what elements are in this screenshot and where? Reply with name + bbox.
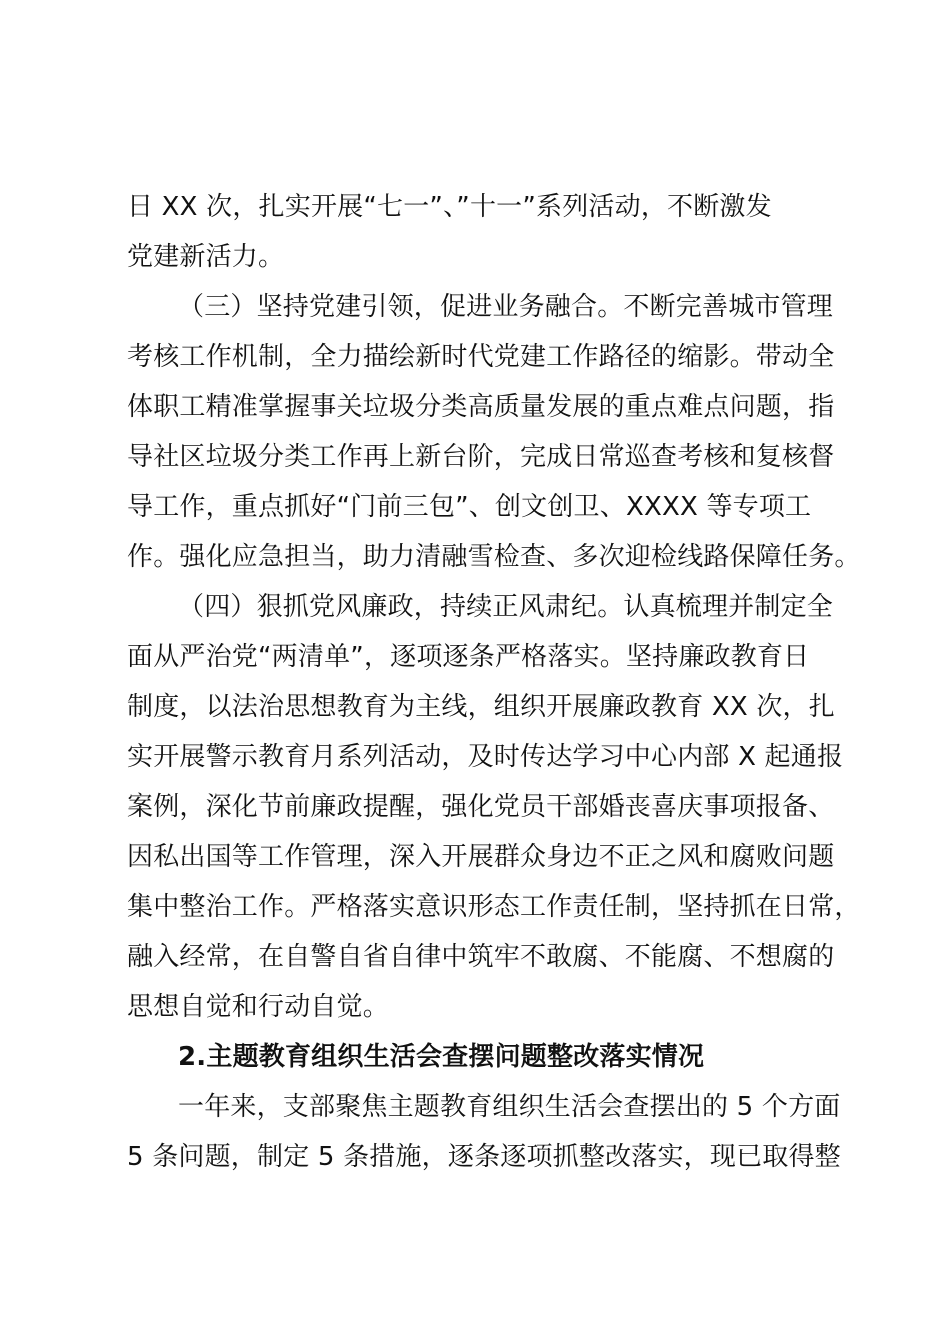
paragraph-line: 制度，以法治思想教育为主线，组织开展廉政教育 XX 次，扎 [127, 692, 835, 722]
paragraph-line: 案例，深化节前廉政提醒，强化党员干部婚丧喜庆事项报备、 [127, 792, 835, 822]
paragraph-line: 日 XX 次，扎实开展“七一”、”十一”系列活动，不断激发 [127, 192, 772, 222]
paragraph-line: 5 条问题，制定 5 条措施，逐条逐项抓整改落实，现已取得整 [127, 1142, 841, 1172]
paragraph-line: 党建新活力。 [127, 242, 285, 272]
paragraph-line: 融入经常，在自警自省自律中筑牢不敢腐、不能腐、不想腐的 [127, 942, 835, 972]
paragraph-line: 实开展警示教育月系列活动，及时传达学习中心内部 X 起通报 [127, 742, 844, 772]
paragraph-line: 导工作，重点抓好“门前三包”、创文创卫、XXXX 等专项工 [127, 492, 812, 522]
paragraph-line: 面从严治党“两清单”，逐项逐条严格落实。坚持廉政教育日 [127, 642, 810, 672]
paragraph-line: 作。强化应急担当，助力清融雪检查、多次迎检线路保障任务。 [127, 542, 861, 572]
section-four-start: （四）狠抓党风廉政，持续正风肃纪。认真梳理并制定全 [178, 592, 834, 622]
paragraph-start: 一年来，支部聚焦主题教育组织生活会查摆出的 5 个方面 [178, 1092, 841, 1122]
section-three-start: （三）坚持党建引领，促进业务融合。不断完善城市管理 [178, 292, 834, 322]
paragraph-line: 考核工作机制，全力描绘新时代党建工作路径的缩影。带动全 [127, 342, 835, 372]
paragraph-line: 导社区垃圾分类工作再上新台阶，完成日常巡查考核和复核督 [127, 442, 835, 472]
paragraph-line: 因私出国等工作管理，深入开展群众身边不正之风和腐败问题 [127, 842, 835, 872]
paragraph-line: 思想自觉和行动自觉。 [127, 992, 390, 1022]
paragraph-line: 集中整治工作。严格落实意识形态工作责任制，坚持抓在日常， [127, 892, 861, 922]
paragraph-line: 体职工精准掌握事关垃圾分类高质量发展的重点难点问题，指 [127, 392, 835, 422]
subsection-heading: 2.主题教育组织生活会查摆问题整改落实情况 [178, 1042, 705, 1072]
